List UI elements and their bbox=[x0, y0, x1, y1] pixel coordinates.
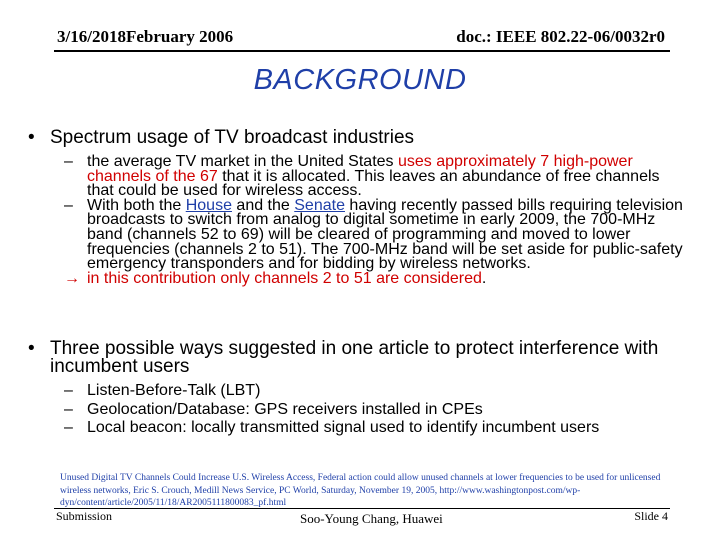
bullet-text: Three possible ways suggested in one article to protect interference with incumbent users bbox=[50, 338, 659, 377]
sub-text: . bbox=[481, 269, 487, 287]
header-divider bbox=[54, 50, 670, 52]
spectrum-sub-list bbox=[64, 155, 684, 286]
dash-marker: – bbox=[64, 419, 73, 436]
dash-marker: – bbox=[64, 196, 73, 214]
sub-text: Local beacon: locally transmitted signal used to identify incumbent users bbox=[87, 419, 600, 436]
dash-marker: – bbox=[64, 382, 73, 399]
highlight-text: in this contribution only channels 2 to 51 are considered bbox=[87, 269, 482, 287]
sub-text: the average TV market in the United States bbox=[87, 153, 398, 170]
house-link[interactable]: House bbox=[185, 196, 232, 214]
footer-divider bbox=[54, 508, 670, 509]
reference-citation: Unused Digital TV Channels Could Increase U.S. Wireless Access, Federal action could allow unused channels at lower frequencies to be used for unlicensed wireless networks, Eric S. Crouch, Medill News Service, PC World, Saturday, November 19, 2005, http://www.washingtonpost.com/wp-dyn/content/article/2005/11/18/AR2005111800083_pf.html bbox=[60, 473, 661, 509]
footer-author: Soo-Young Chang, Huawei bbox=[300, 511, 443, 526]
dash-marker: – bbox=[64, 153, 73, 170]
sub-item-geolocation bbox=[64, 401, 694, 420]
sub-item-700mhz bbox=[64, 196, 684, 273]
header-doc-id: doc.: IEEE 802.22-06/0032r0 bbox=[456, 27, 665, 46]
bullet-marker: • bbox=[28, 127, 35, 148]
highlight-text: uses approximately 7 high-power channels of the 67 bbox=[87, 153, 633, 185]
sub-item-lbt bbox=[64, 382, 694, 401]
interference-sub-list bbox=[64, 382, 694, 438]
sub-item-beacon bbox=[64, 419, 694, 438]
sub-text: Geolocation/Database: GPS receivers installed in CPEs bbox=[87, 400, 483, 418]
sub-item-tv-market bbox=[64, 155, 684, 199]
bullet-text: Spectrum usage of TV broadcast industries bbox=[50, 127, 415, 148]
footer-slide-number: Slide 4 bbox=[634, 509, 668, 523]
senate-link[interactable]: Senate bbox=[294, 196, 345, 214]
header-date: 3/16/2018February 2006 bbox=[57, 27, 234, 46]
sub-text: having recently passed bills requiring television broadcasts to switch from analog to digital sometime in early 2009, the 700-MHz band (channels 52 to 69) will be cleared of programming and moved to lower frequencies (channels 2 to 51). The 700-MHz band will be set aside for public-safety emergency transponders and for bidding by wireless networks. bbox=[87, 196, 683, 273]
slide-title: BACKGROUND bbox=[253, 64, 467, 96]
sub-text: and the bbox=[231, 196, 295, 214]
sub-item-conclusion bbox=[64, 269, 684, 287]
sub-text: that it is allocated. This leaves an abundance of free channels that could be used for wireless access. bbox=[87, 167, 660, 200]
bullet-marker: • bbox=[28, 338, 35, 359]
sub-text: Listen-Before-Talk (LBT) bbox=[87, 382, 261, 399]
arrow-icon: → bbox=[64, 269, 80, 287]
footer-submission: Submission bbox=[56, 509, 113, 523]
dash-marker: – bbox=[64, 400, 73, 418]
sub-text: With both the bbox=[87, 196, 186, 214]
